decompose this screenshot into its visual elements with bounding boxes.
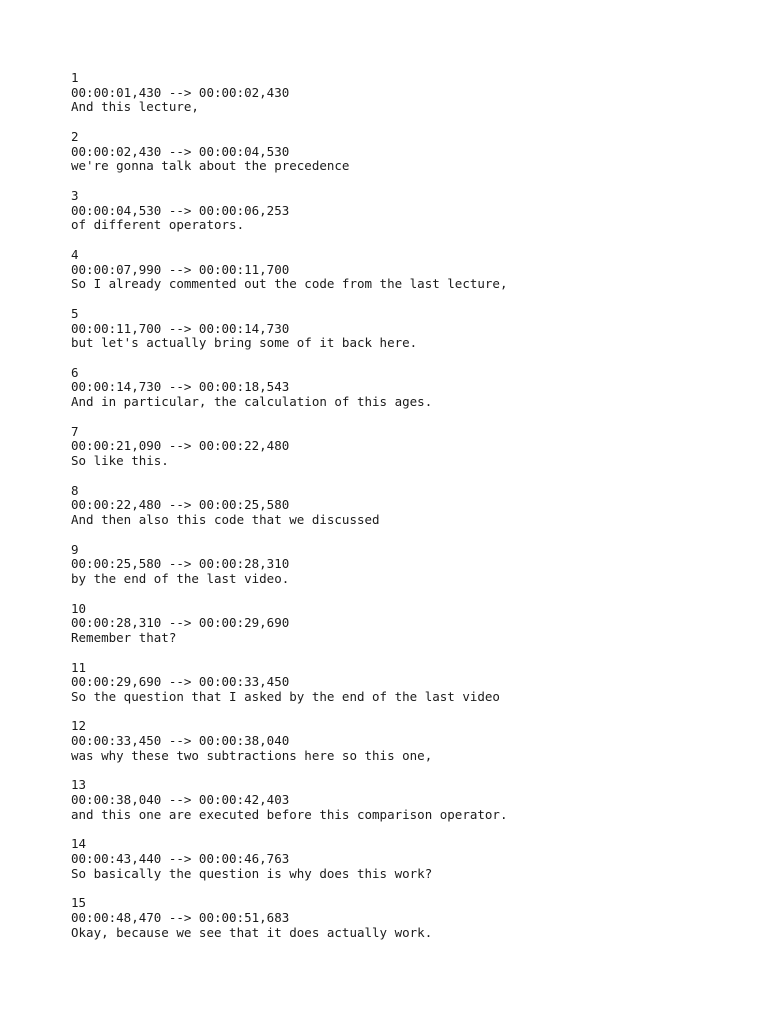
subtitle-cue bbox=[71, 543, 751, 587]
cue-index: 6 bbox=[71, 364, 79, 380]
cue-index: 1 bbox=[71, 70, 79, 85]
subtitle-cue bbox=[71, 837, 751, 881]
cue-text: So the question that I asked by the end of the last video bbox=[71, 688, 500, 704]
cue-timing: 00:00:02,430 --> 00:00:04,530 bbox=[71, 143, 290, 159]
cue-text: Remember that? bbox=[71, 629, 177, 645]
cue-index: 2 bbox=[71, 128, 79, 144]
cue-timing: 00:00:43,440 --> 00:00:46,763 bbox=[71, 851, 290, 867]
subtitle-document bbox=[71, 71, 751, 955]
cue-text: So I already commented out the code from the last lecture, bbox=[71, 276, 508, 292]
cue-index: 7 bbox=[71, 423, 79, 439]
cue-index: 3 bbox=[71, 187, 79, 203]
cue-text: and this one are executed before this comparison operator. bbox=[71, 806, 508, 822]
subtitle-cue bbox=[71, 719, 751, 763]
cue-timing: 00:00:25,580 --> 00:00:28,310 bbox=[71, 556, 290, 572]
subtitle-cue bbox=[71, 130, 751, 174]
subtitle-cue bbox=[71, 248, 751, 292]
subtitle-cue bbox=[71, 307, 751, 351]
cue-text: by the end of the last video. bbox=[71, 571, 290, 586]
subtitle-cue bbox=[71, 366, 751, 410]
cue-index: 14 bbox=[71, 836, 87, 852]
cue-timing: 00:00:33,450 --> 00:00:38,040 bbox=[71, 733, 290, 749]
cue-timing: 00:00:22,480 --> 00:00:25,580 bbox=[71, 497, 290, 513]
cue-index: 8 bbox=[71, 482, 79, 498]
cue-timing: 00:00:48,470 --> 00:00:51,683 bbox=[71, 910, 290, 926]
cue-timing: 00:00:29,690 --> 00:00:33,450 bbox=[71, 674, 290, 690]
subtitle-cue bbox=[71, 778, 751, 822]
cue-text: but let's actually bring some of it back here. bbox=[71, 335, 418, 351]
cue-timing: 00:00:14,730 --> 00:00:18,543 bbox=[71, 379, 290, 395]
subtitle-cue bbox=[71, 189, 751, 233]
cue-index: 11 bbox=[71, 659, 87, 675]
cue-text: So basically the question is why does this work? bbox=[71, 865, 433, 881]
subtitle-cue bbox=[71, 425, 751, 469]
cue-text: And this lecture, bbox=[71, 99, 199, 115]
cue-text: Okay, because we see that it does actually work. bbox=[71, 924, 433, 940]
cue-index: 13 bbox=[71, 777, 87, 793]
cue-index: 4 bbox=[71, 246, 79, 262]
cue-timing: 00:00:01,430 --> 00:00:02,430 bbox=[71, 84, 290, 100]
cue-text: was why these two subtractions here so this one, bbox=[71, 747, 433, 763]
cue-index: 15 bbox=[71, 895, 87, 911]
cue-index: 10 bbox=[71, 600, 87, 616]
cue-index: 12 bbox=[71, 718, 87, 734]
cue-text: we're gonna talk about the precedence bbox=[71, 158, 350, 174]
cue-index: 5 bbox=[71, 305, 79, 321]
cue-text: And in particular, the calculation of this ages. bbox=[71, 394, 433, 410]
cue-timing: 00:00:11,700 --> 00:00:14,730 bbox=[71, 320, 290, 336]
cue-timing: 00:00:38,040 --> 00:00:42,403 bbox=[71, 792, 290, 808]
cue-text: And then also this code that we discussed bbox=[71, 512, 380, 528]
cue-text: So like this. bbox=[71, 453, 169, 469]
subtitle-cue bbox=[71, 602, 751, 646]
cue-text: of different operators. bbox=[71, 217, 245, 233]
cue-index: 9 bbox=[71, 541, 79, 557]
cue-timing: 00:00:07,990 --> 00:00:11,700 bbox=[71, 261, 290, 277]
subtitle-cue bbox=[71, 484, 751, 528]
cue-timing: 00:00:21,090 --> 00:00:22,480 bbox=[71, 438, 290, 454]
subtitle-cue bbox=[71, 71, 751, 115]
cue-timing: 00:00:28,310 --> 00:00:29,690 bbox=[71, 615, 290, 631]
subtitle-cue bbox=[71, 896, 751, 940]
cue-timing: 00:00:04,530 --> 00:00:06,253 bbox=[71, 202, 290, 218]
subtitle-cue bbox=[71, 661, 751, 705]
